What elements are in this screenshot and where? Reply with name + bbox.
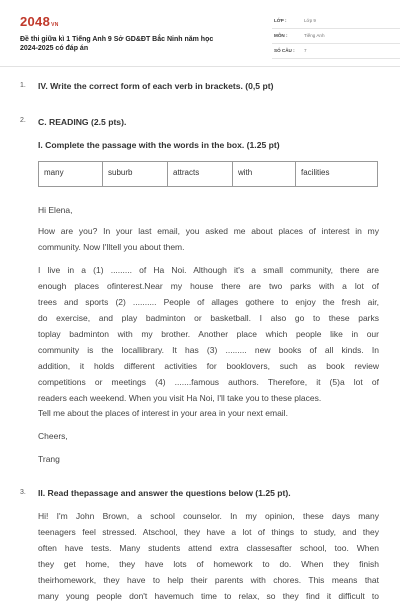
word-cell: with: [233, 162, 296, 186]
letter-closing: Cheers,: [38, 431, 68, 441]
meta-row-class: [272, 14, 400, 29]
word-box: [38, 161, 378, 187]
letter-greeting: Hi Elena,: [38, 205, 73, 215]
word-cell: attracts: [168, 162, 233, 186]
document-title: Đề thi giữa kì 1 Tiếng Anh 9 Sở GD&ĐT Bắc Ninh năm học 2024-2025 có đáp án: [20, 36, 214, 52]
question-heading: C. READING (2.5 pts).: [38, 117, 127, 127]
meta-row-subject: [272, 29, 400, 44]
document-header: [20, 10, 382, 60]
meta-value: Lớp 9: [304, 18, 316, 23]
header-divider: [0, 66, 400, 67]
letter-paragraph: How are you? In your last email, you asked me about places of interest in my community. Now I'lltell you about them.: [38, 226, 379, 252]
meta-row-count: [272, 44, 400, 59]
meta-table: [272, 14, 400, 59]
word-cell: suburb: [103, 162, 168, 186]
question-number: 1.: [20, 82, 26, 89]
meta-value: 7: [304, 48, 307, 53]
question-heading: II. Read thepassage and answer the questions below (1.25 pt).: [38, 488, 291, 498]
word-cell: many: [39, 162, 103, 186]
question-number: 2.: [20, 117, 26, 124]
meta-value: Tiếng Anh: [304, 33, 325, 38]
letter-paragraph: I live in a (1) ......... of Ha Noi. Although it's a small community, there are enough places ofinterest.Near my house there are two parks with a lot of trees and sports (2) .......... People of allages gothere to enjoy the fresh air, do exercise, and play badminton or basketball. I also go to these parks toplay badminton with my brother. Another place which people like in our community is the locallibrary. It has (3) ......... new books of all kinds. In addition, it holds different activities for booklovers, such as book review competitions or meetings (4) .......famous authors. Therefore, it (5)a lot of readers each weekend. When you visit Ha Noi, I'll take you to these places.: [38, 265, 379, 403]
reading-passage: Hi! I'm John Brown, a school counselor. In my opinion, these days many teenagers feel stressed. Atschool, they have a lot of things to study, and they often have tests. Many students attend extra classesafter school, too. When they get home, they have lots of homework to do. When they finish theirhomework, they have to help their parents with chores. This means that many young people don't havemuch time to relax, so they find it difficult to: [38, 511, 379, 601]
meta-key: MÔN :: [274, 33, 288, 38]
letter-paragraph: Tell me about the places of interest in your area in your next email.: [38, 408, 288, 418]
word-cell: facilities: [301, 168, 330, 177]
meta-key: LỚP :: [274, 18, 287, 23]
letter-signature: Trang: [38, 454, 60, 464]
question-subheading: I. Complete the passage with the words in the box. (1.25 pt): [38, 140, 280, 150]
site-logo[interactable]: 2048VN: [20, 14, 59, 29]
question-heading: IV. Write the correct form of each verb in brackets. (0,5 pt): [38, 81, 274, 91]
meta-key: SỐ CÂU :: [274, 48, 295, 53]
question-number: 3.: [20, 489, 26, 496]
